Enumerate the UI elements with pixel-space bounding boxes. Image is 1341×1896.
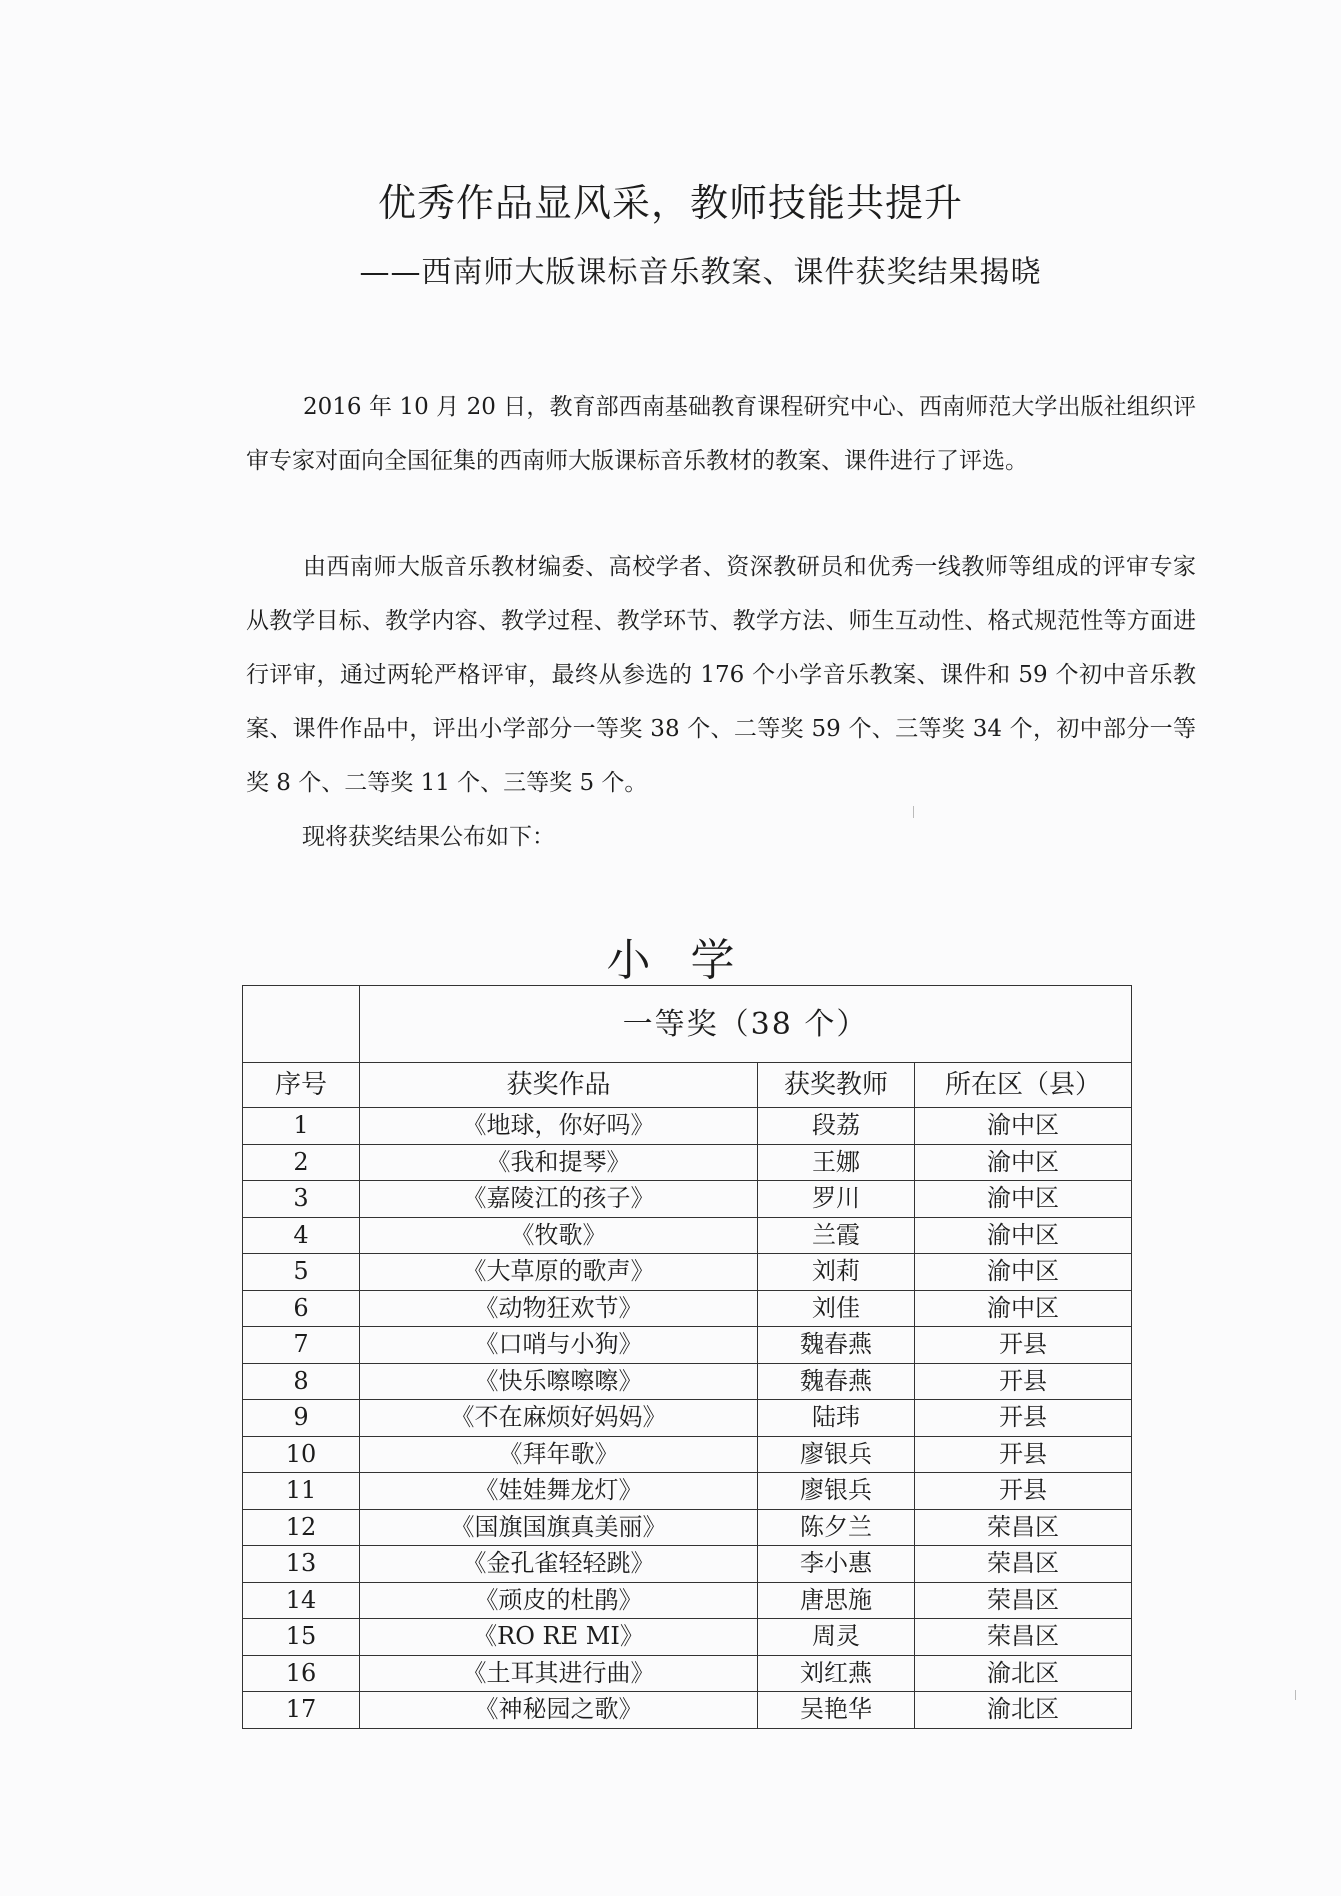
table-row <box>243 1400 1132 1437</box>
row-teacher: 唐思施 <box>758 1582 915 1619</box>
row-district: 渝北区 <box>915 1655 1132 1692</box>
table-row <box>243 1181 1132 1218</box>
row-teacher: 魏春燕 <box>758 1363 915 1400</box>
row-district: 开县 <box>915 1363 1132 1400</box>
table-row <box>243 1692 1132 1729</box>
row-work: 《神秘园之歌》 <box>360 1692 758 1729</box>
row-teacher: 兰霞 <box>758 1217 915 1254</box>
header-teacher: 获奖教师 <box>758 1063 915 1108</box>
row-district: 荣昌区 <box>915 1582 1132 1619</box>
paragraph-review: 由西南师大版音乐教材编委、高校学者、资深教研员和优秀一线教师等组成的评审专家从教学目标、教学内容、教学过程、教学环节、教学方法、师生互动性、格式规范性等方面进行评审，通过两轮严格评审，最终从参选的 176 个小学音乐教案、课件和 59 个初中音乐教案、课件作品中，评出小学部分一等奖 38 个、二等奖 59 个、三等奖 34 个，初中部分一等奖 8 个、二等奖 11 个、三等奖 5 个。 <box>246 554 1196 796</box>
table-row <box>243 1655 1132 1692</box>
row-index: 2 <box>243 1144 360 1181</box>
paragraph-intro: 2016 年 10 月 20 日，教育部西南基础教育课程研究中心、西南师范大学出版社组织评审专家对面向全国征集的西南师大版课标音乐教材的教案、课件进行了评选。 <box>246 394 1196 474</box>
header-district: 所在区（县） <box>915 1063 1132 1108</box>
row-work: 《口哨与小狗》 <box>360 1327 758 1364</box>
row-work: 《我和提琴》 <box>360 1144 758 1181</box>
row-work: 《动物狂欢节》 <box>360 1290 758 1327</box>
row-teacher: 魏春燕 <box>758 1327 915 1364</box>
row-index: 5 <box>243 1254 360 1291</box>
document-title: 优秀作品显风采，教师技能共提升 <box>377 181 963 225</box>
row-teacher: 廖银兵 <box>758 1436 915 1473</box>
banner-empty-cell <box>243 986 360 1063</box>
scan-mark <box>913 806 914 818</box>
row-district: 渝中区 <box>915 1181 1132 1218</box>
row-district: 渝中区 <box>915 1108 1132 1145</box>
row-district: 渝中区 <box>915 1144 1132 1181</box>
table-row <box>243 1217 1132 1254</box>
award-banner: 一等奖（38 个） <box>360 986 1132 1063</box>
row-index: 6 <box>243 1290 360 1327</box>
row-work: 《地球，你好吗》 <box>360 1108 758 1145</box>
table-row <box>243 1363 1132 1400</box>
row-work: 《金孔雀轻轻跳》 <box>360 1546 758 1583</box>
row-district: 渝中区 <box>915 1217 1132 1254</box>
row-teacher: 段荔 <box>758 1108 915 1145</box>
award-table <box>242 985 1132 1729</box>
row-work: 《土耳其进行曲》 <box>360 1655 758 1692</box>
row-district: 荣昌区 <box>915 1619 1132 1656</box>
header-index: 序号 <box>243 1063 360 1108</box>
row-index: 10 <box>243 1436 360 1473</box>
table-header-row <box>243 1063 1132 1108</box>
table-row <box>243 1144 1132 1181</box>
table-row <box>243 1327 1132 1364</box>
table-row <box>243 1108 1132 1145</box>
row-index: 16 <box>243 1655 360 1692</box>
section-title: 小学 <box>606 935 775 986</box>
row-index: 4 <box>243 1217 360 1254</box>
row-index: 17 <box>243 1692 360 1729</box>
row-work: 《拜年歌》 <box>360 1436 758 1473</box>
row-teacher: 王娜 <box>758 1144 915 1181</box>
row-teacher: 刘佳 <box>758 1290 915 1327</box>
row-index: 12 <box>243 1509 360 1546</box>
row-district: 开县 <box>915 1400 1132 1437</box>
award-banner-row <box>243 986 1132 1063</box>
row-district: 渝中区 <box>915 1254 1132 1291</box>
table-row <box>243 1619 1132 1656</box>
row-index: 11 <box>243 1473 360 1510</box>
table-row <box>243 1473 1132 1510</box>
row-teacher: 廖银兵 <box>758 1473 915 1510</box>
scan-mark <box>1295 1690 1296 1700</box>
row-index: 15 <box>243 1619 360 1656</box>
row-teacher: 李小惠 <box>758 1546 915 1583</box>
row-work: 《大草原的歌声》 <box>360 1254 758 1291</box>
row-index: 13 <box>243 1546 360 1583</box>
row-index: 7 <box>243 1327 360 1364</box>
table-row <box>243 1546 1132 1583</box>
paragraph-announce: 现将获奖结果公布如下： <box>302 824 555 850</box>
row-district: 荣昌区 <box>915 1546 1132 1583</box>
row-work: 《快乐嚓嚓嚓》 <box>360 1363 758 1400</box>
row-work: 《嘉陵江的孩子》 <box>360 1181 758 1218</box>
table-row <box>243 1509 1132 1546</box>
row-district: 开县 <box>915 1327 1132 1364</box>
row-work: 《国旗国旗真美丽》 <box>360 1509 758 1546</box>
row-index: 3 <box>243 1181 360 1218</box>
row-teacher: 陈夕兰 <box>758 1509 915 1546</box>
row-district: 开县 <box>915 1473 1132 1510</box>
row-index: 8 <box>243 1363 360 1400</box>
row-teacher: 周灵 <box>758 1619 915 1656</box>
row-district: 开县 <box>915 1436 1132 1473</box>
document-subtitle: ——西南师大版课标音乐教案、课件获奖结果揭晓 <box>359 255 1042 290</box>
row-work: 《娃娃舞龙灯》 <box>360 1473 758 1510</box>
row-work: 《不在麻烦好妈妈》 <box>360 1400 758 1437</box>
row-district: 渝北区 <box>915 1692 1132 1729</box>
row-work: 《牧歌》 <box>360 1217 758 1254</box>
table-row <box>243 1436 1132 1473</box>
table-row <box>243 1582 1132 1619</box>
row-district: 渝中区 <box>915 1290 1132 1327</box>
row-work: 《顽皮的杜鹃》 <box>360 1582 758 1619</box>
table-row <box>243 1290 1132 1327</box>
header-work: 获奖作品 <box>360 1063 758 1108</box>
row-teacher: 刘红燕 <box>758 1655 915 1692</box>
row-teacher: 刘莉 <box>758 1254 915 1291</box>
row-index: 9 <box>243 1400 360 1437</box>
row-teacher: 罗川 <box>758 1181 915 1218</box>
row-index: 14 <box>243 1582 360 1619</box>
row-teacher: 吴艳华 <box>758 1692 915 1729</box>
row-work: 《RO RE MI》 <box>360 1619 758 1656</box>
row-teacher: 陆玮 <box>758 1400 915 1437</box>
row-index: 1 <box>243 1108 360 1145</box>
row-district: 荣昌区 <box>915 1509 1132 1546</box>
table-row <box>243 1254 1132 1291</box>
